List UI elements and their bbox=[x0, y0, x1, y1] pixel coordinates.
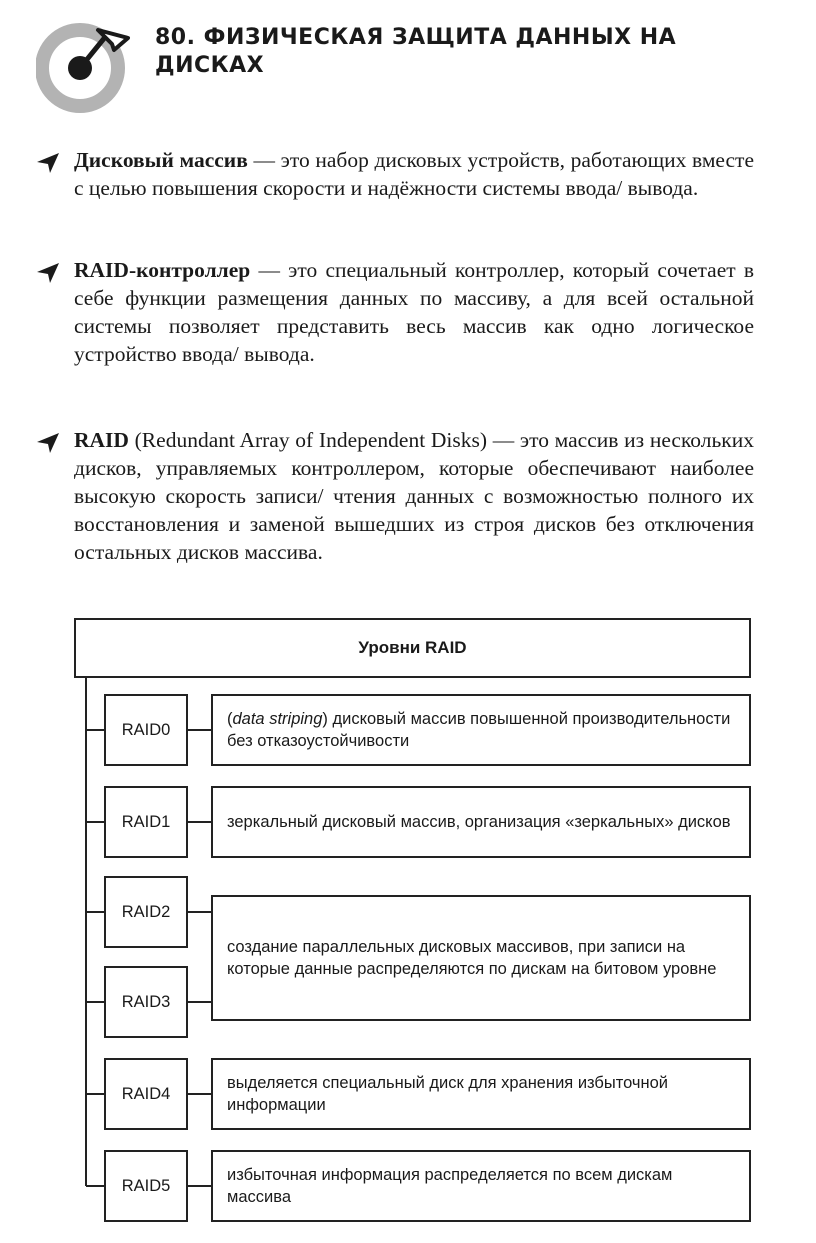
description-text: дисковый массив повышенной производительности без отказоустойчивости bbox=[227, 710, 731, 750]
raid-description-box bbox=[211, 895, 751, 1021]
raid-description-box bbox=[211, 1058, 751, 1130]
description-text: избыточная информация распределяется по всем дискам массива bbox=[227, 1166, 673, 1206]
page-title: 80. ФИЗИЧЕСКАЯ ЗАЩИТА ДАННЫХ НА ДИСКАХ bbox=[155, 25, 677, 78]
raid-level-box: RAID1 bbox=[104, 786, 188, 858]
definition-raid bbox=[74, 426, 754, 566]
definition-raid-controller bbox=[74, 256, 754, 368]
raid-level-box: RAID4 bbox=[104, 1058, 188, 1130]
target-arrow-icon bbox=[36, 16, 136, 116]
description-text: зеркальный дисковый массив, организация «зеркальных» дисков bbox=[227, 813, 731, 831]
description-text: выделяется специальный диск для хранения избыточной информации bbox=[227, 1074, 669, 1114]
definition-text: (Redundant Array of Independent Disks) — это массив из нескольких дисков, управляемых контроллером, которые обеспечивают наиболее высокую скорость записи/ чтения данных с возможностью полного их восстановления и заменой вышедших из строя дисков без отключения остальных дисков массива. bbox=[74, 428, 754, 564]
description-text: создание параллельных дисковых массивов, при записи на которые данные распределяются по дискам на битовом уровне bbox=[227, 938, 717, 978]
definition-term: RAID bbox=[74, 428, 129, 452]
definition-term: Дисковый массив bbox=[74, 148, 248, 172]
raid-level-box: RAID2 bbox=[104, 876, 188, 948]
arrow-bullet-icon bbox=[36, 262, 60, 284]
raid-level-box: RAID3 bbox=[104, 966, 188, 1038]
arrow-bullet-icon bbox=[36, 432, 60, 454]
description-emphasis: data striping bbox=[232, 710, 323, 728]
definition-text: — это специальный контроллер, который сочетает в себе функции размещения данных по массиву, а для всей остальной системы позволяет представить весь массив как одно логическое устройство ввода/ вывода. bbox=[74, 258, 754, 366]
definition-term: RAID-контроллер bbox=[74, 258, 251, 282]
raid-description-box bbox=[211, 1150, 751, 1222]
raid-description-box: (data striping) дисковый массив повышенной производительности без отказоустойчивости bbox=[211, 694, 751, 766]
arrow-bullet-icon bbox=[36, 152, 60, 174]
raid-level-box: RAID5 bbox=[104, 1150, 188, 1222]
definition-disk-array bbox=[74, 146, 754, 202]
definition-text: — это набор дисковых устройств, работающих вместе с целью повышения скорости и надёжности системы ввода/ вывода. bbox=[74, 148, 754, 200]
diagram-header: Уровни RAID bbox=[74, 618, 751, 678]
raid-description-box bbox=[211, 786, 751, 858]
raid-level-box: RAID0 bbox=[104, 694, 188, 766]
